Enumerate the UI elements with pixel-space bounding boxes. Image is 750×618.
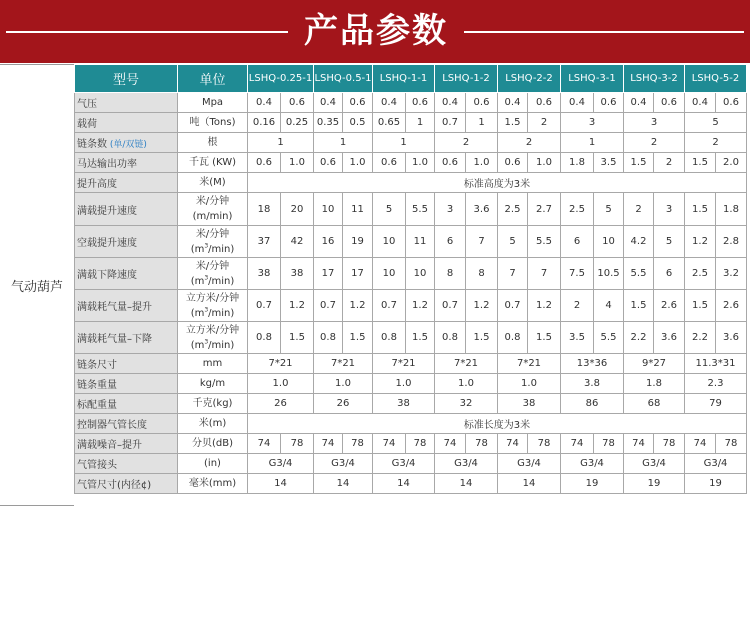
value-cell: 0.6 bbox=[435, 153, 466, 173]
value-cell: 0.6 bbox=[716, 93, 747, 113]
value-cell: 0.6 bbox=[498, 153, 528, 173]
table-row bbox=[75, 290, 747, 322]
table-row bbox=[75, 414, 747, 434]
row-name bbox=[75, 394, 178, 414]
value-cell: 7.5 bbox=[561, 258, 594, 290]
value-cell: 11.3*31 bbox=[685, 354, 747, 374]
value-cell: 1 bbox=[406, 113, 435, 133]
row-name-text: 空载提升速度 bbox=[77, 238, 137, 249]
row-value-full: 标准高度为3米 bbox=[248, 173, 747, 193]
value-cell: 1 bbox=[314, 133, 373, 153]
value-cell: 19 bbox=[624, 474, 685, 494]
value-cell: 1.5 bbox=[624, 153, 654, 173]
value-cell: 0.6 bbox=[373, 153, 406, 173]
value-cell: 1.8 bbox=[561, 153, 594, 173]
row-unit-line: $(m^3/\min)$ bbox=[190, 306, 235, 319]
row-name-text: 马达输出功率 bbox=[77, 159, 137, 170]
table-row bbox=[75, 173, 747, 193]
title-banner bbox=[0, 0, 750, 63]
row-name bbox=[75, 414, 178, 434]
value-cell: 0.8 bbox=[435, 322, 466, 354]
value-cell: 14 bbox=[373, 474, 435, 494]
row-unit bbox=[178, 290, 248, 322]
value-cell: G3/4 bbox=[373, 454, 435, 474]
value-cell: 1.0 bbox=[435, 374, 498, 394]
value-cell: 3.5 bbox=[561, 322, 594, 354]
table-row bbox=[75, 394, 747, 414]
row-unit-line: 立方米/分钟 bbox=[185, 292, 240, 304]
row-unit-line: $(m^3/\min)$ bbox=[190, 242, 235, 255]
value-cell: 2.5 bbox=[561, 193, 594, 226]
value-cell: 0.7 bbox=[314, 290, 343, 322]
value-cell: 2 bbox=[498, 133, 561, 153]
value-cell: 10 bbox=[406, 258, 435, 290]
value-cell: G3/4 bbox=[624, 454, 685, 474]
row-name bbox=[75, 93, 178, 113]
value-cell: 38 bbox=[373, 394, 435, 414]
value-cell: 0.6 bbox=[594, 93, 624, 113]
value-cell: 8 bbox=[466, 258, 498, 290]
value-cell: 1.0 bbox=[314, 374, 373, 394]
value-cell: 0.8 bbox=[373, 322, 406, 354]
row-unit bbox=[178, 322, 248, 354]
value-cell: 78 bbox=[654, 434, 685, 454]
value-cell: 7*21 bbox=[435, 354, 498, 374]
value-cell: 38 bbox=[281, 258, 314, 290]
value-cell: 1.0 bbox=[373, 374, 435, 394]
row-name-text: 链条重量 bbox=[77, 380, 117, 391]
value-cell: 0.4 bbox=[435, 93, 466, 113]
value-cell: 0.6 bbox=[248, 153, 281, 173]
table-row bbox=[75, 322, 747, 354]
row-name-text: 气压 bbox=[77, 99, 97, 110]
value-cell: 2.5 bbox=[685, 258, 716, 290]
header-model-3: LSHQ-1-1 bbox=[373, 65, 435, 93]
value-cell: 74 bbox=[685, 434, 716, 454]
value-cell: 0.4 bbox=[314, 93, 343, 113]
value-cell: 19 bbox=[561, 474, 624, 494]
row-name bbox=[75, 113, 178, 133]
value-cell: 78 bbox=[406, 434, 435, 454]
value-cell: 79 bbox=[685, 394, 747, 414]
value-cell: 68 bbox=[624, 394, 685, 414]
row-name-note: (单/双链) bbox=[107, 140, 147, 150]
value-cell: 7 bbox=[466, 226, 498, 258]
value-cell: 78 bbox=[343, 434, 373, 454]
value-cell: 5 bbox=[654, 226, 685, 258]
value-cell: 2.8 bbox=[716, 226, 747, 258]
value-cell: 0.4 bbox=[498, 93, 528, 113]
value-cell: 0.6 bbox=[406, 93, 435, 113]
value-cell: 1.5 bbox=[685, 193, 716, 226]
value-cell: 0.8 bbox=[314, 322, 343, 354]
row-name-text: 链条尺寸 bbox=[77, 360, 117, 371]
value-cell: 3.6 bbox=[716, 322, 747, 354]
value-cell: 6 bbox=[654, 258, 685, 290]
value-cell: G3/4 bbox=[314, 454, 373, 474]
row-unit: kg/m bbox=[178, 374, 248, 394]
value-cell: 2 bbox=[561, 290, 594, 322]
header-model-8: LSHQ-5-2 bbox=[685, 65, 747, 93]
value-cell: 2.7 bbox=[528, 193, 561, 226]
value-cell: 74 bbox=[561, 434, 594, 454]
row-unit: 毫米(mm) bbox=[178, 474, 248, 494]
table-row bbox=[75, 153, 747, 173]
value-cell: 32 bbox=[435, 394, 498, 414]
value-cell: 0.35 bbox=[314, 113, 343, 133]
row-unit: 千克(kg) bbox=[178, 394, 248, 414]
value-cell: 3 bbox=[654, 193, 685, 226]
value-cell: 5 bbox=[594, 193, 624, 226]
value-cell: 3.2 bbox=[716, 258, 747, 290]
row-unit-line: (m/min) bbox=[192, 211, 233, 222]
table-row bbox=[75, 374, 747, 394]
value-cell: 1.5 bbox=[528, 322, 561, 354]
value-cell: 16 bbox=[314, 226, 343, 258]
value-cell: 3.5 bbox=[594, 153, 624, 173]
row-unit-line: $(m^3/\min)$ bbox=[190, 274, 235, 287]
value-cell: 0.5 bbox=[343, 113, 373, 133]
value-cell: 19 bbox=[343, 226, 373, 258]
value-cell: 1 bbox=[561, 133, 624, 153]
value-cell: 78 bbox=[594, 434, 624, 454]
header-model-4: LSHQ-1-2 bbox=[435, 65, 498, 93]
row-name bbox=[75, 226, 178, 258]
row-unit bbox=[178, 258, 248, 290]
row-name-text: 载荷 bbox=[77, 119, 97, 130]
value-cell: 10 bbox=[373, 258, 406, 290]
value-cell: 6 bbox=[561, 226, 594, 258]
value-cell: 5.5 bbox=[594, 322, 624, 354]
value-cell: 0.7 bbox=[498, 290, 528, 322]
row-name bbox=[75, 434, 178, 454]
row-name-text: 满载提升速度 bbox=[77, 205, 137, 217]
value-cell: 7*21 bbox=[498, 354, 561, 374]
value-cell: 74 bbox=[435, 434, 466, 454]
value-cell: G3/4 bbox=[248, 454, 314, 474]
value-cell: 1.2 bbox=[466, 290, 498, 322]
value-cell: 18 bbox=[248, 193, 281, 226]
row-unit: Mpa bbox=[178, 93, 248, 113]
table-row bbox=[75, 93, 747, 113]
value-cell: 74 bbox=[314, 434, 343, 454]
table-row bbox=[75, 133, 747, 153]
value-cell: 0.8 bbox=[498, 322, 528, 354]
row-unit: 分贝(dB) bbox=[178, 434, 248, 454]
value-cell: 5.5 bbox=[406, 193, 435, 226]
value-cell: 0.7 bbox=[248, 290, 281, 322]
value-cell: 7*21 bbox=[314, 354, 373, 374]
value-cell: G3/4 bbox=[561, 454, 624, 474]
header-model-2: LSHQ-0.5-1 bbox=[314, 65, 373, 93]
table-row bbox=[75, 354, 747, 374]
value-cell: 13*36 bbox=[561, 354, 624, 374]
value-cell: 1.5 bbox=[466, 322, 498, 354]
value-cell: 2 bbox=[654, 153, 685, 173]
value-cell: 1.5 bbox=[343, 322, 373, 354]
table-row bbox=[75, 193, 747, 226]
value-cell: 14 bbox=[498, 474, 561, 494]
row-name bbox=[75, 374, 178, 394]
banner-line-left bbox=[6, 31, 288, 33]
table-row bbox=[75, 258, 747, 290]
row-name bbox=[75, 153, 178, 173]
table-header-row bbox=[75, 65, 747, 93]
table-row bbox=[75, 434, 747, 454]
row-value-full: 标准长度为3米 bbox=[248, 414, 747, 434]
value-cell: 0.4 bbox=[561, 93, 594, 113]
table-row bbox=[75, 474, 747, 494]
row-name-text: 控制器气管长度 bbox=[77, 420, 147, 431]
value-cell: 37 bbox=[248, 226, 281, 258]
value-cell: 5 bbox=[685, 113, 747, 133]
row-name bbox=[75, 173, 178, 193]
row-name-text: 提升高度 bbox=[77, 179, 117, 190]
value-cell: 26 bbox=[314, 394, 373, 414]
header-model-6: LSHQ-3-1 bbox=[561, 65, 624, 93]
value-cell: 4.2 bbox=[624, 226, 654, 258]
value-cell: 11 bbox=[406, 226, 435, 258]
header-model-7: LSHQ-3-2 bbox=[624, 65, 685, 93]
value-cell: 1 bbox=[248, 133, 314, 153]
value-cell: 78 bbox=[716, 434, 747, 454]
header-model-1: LSHQ-0.25-1 bbox=[248, 65, 314, 93]
value-cell: 3.6 bbox=[466, 193, 498, 226]
value-cell: 74 bbox=[624, 434, 654, 454]
value-cell: 10 bbox=[594, 226, 624, 258]
value-cell: 1.0 bbox=[248, 374, 314, 394]
spec-table bbox=[74, 64, 747, 494]
value-cell: 10 bbox=[373, 226, 406, 258]
value-cell: 2.0 bbox=[716, 153, 747, 173]
value-cell: 38 bbox=[248, 258, 281, 290]
row-unit: (in) bbox=[178, 454, 248, 474]
row-unit-line: 立方米/分钟 bbox=[185, 324, 240, 336]
value-cell: 1.5 bbox=[685, 153, 716, 173]
value-cell: 3.8 bbox=[561, 374, 624, 394]
value-cell: 0.6 bbox=[528, 93, 561, 113]
row-name-text: 链条数 bbox=[77, 139, 107, 150]
value-cell: 9*27 bbox=[624, 354, 685, 374]
row-unit-line: $(m^3/\min)$ bbox=[190, 338, 235, 351]
value-cell: 10 bbox=[314, 193, 343, 226]
value-cell: 3 bbox=[561, 113, 624, 133]
table-row bbox=[75, 454, 747, 474]
row-name-text: 标配重量 bbox=[77, 400, 117, 411]
row-name-text: 满载耗气量–提升 bbox=[77, 302, 152, 313]
value-cell: 1.5 bbox=[498, 113, 528, 133]
header-model-label: 型号 bbox=[75, 65, 178, 93]
value-cell: 0.7 bbox=[435, 290, 466, 322]
row-name bbox=[75, 454, 178, 474]
value-cell: 1.2 bbox=[281, 290, 314, 322]
value-cell: 10.5 bbox=[594, 258, 624, 290]
header-model-5: LSHQ-2-2 bbox=[498, 65, 561, 93]
value-cell: 7 bbox=[498, 258, 528, 290]
value-cell: 1.0 bbox=[406, 153, 435, 173]
row-unit: 吨（Tons) bbox=[178, 113, 248, 133]
row-unit: 根 bbox=[178, 133, 248, 153]
value-cell: 74 bbox=[373, 434, 406, 454]
value-cell: 0.25 bbox=[281, 113, 314, 133]
value-cell: 78 bbox=[281, 434, 314, 454]
row-name-text: 满载耗气量–下降 bbox=[77, 334, 152, 345]
value-cell: 2 bbox=[624, 193, 654, 226]
value-cell: 11 bbox=[343, 193, 373, 226]
value-cell: 1.0 bbox=[281, 153, 314, 173]
value-cell: 2.2 bbox=[685, 322, 716, 354]
value-cell: 3 bbox=[435, 193, 466, 226]
value-cell: 78 bbox=[528, 434, 561, 454]
value-cell: 20 bbox=[281, 193, 314, 226]
value-cell: 78 bbox=[466, 434, 498, 454]
value-cell: 7 bbox=[528, 258, 561, 290]
value-cell: 0.4 bbox=[373, 93, 406, 113]
row-unit-line: 米/分钟 bbox=[195, 196, 230, 207]
value-cell: 1.5 bbox=[406, 322, 435, 354]
value-cell: 5 bbox=[498, 226, 528, 258]
value-cell: 1.0 bbox=[498, 374, 561, 394]
value-cell: 14 bbox=[248, 474, 314, 494]
value-cell: 0.8 bbox=[248, 322, 281, 354]
banner-line-right bbox=[464, 31, 744, 33]
value-cell: 0.6 bbox=[314, 153, 343, 173]
row-unit-line: 米/分钟 bbox=[195, 260, 230, 272]
row-name-text: 满载噪音–提升 bbox=[77, 440, 142, 451]
row-unit: mm bbox=[178, 354, 248, 374]
value-cell: 1.8 bbox=[624, 374, 685, 394]
value-cell: 19 bbox=[685, 474, 747, 494]
value-cell: 0.7 bbox=[435, 113, 466, 133]
value-cell: 0.6 bbox=[281, 93, 314, 113]
row-name-text: 气管尺寸(内径¢) bbox=[77, 480, 152, 491]
value-cell: 1.2 bbox=[685, 226, 716, 258]
table-row bbox=[75, 113, 747, 133]
value-cell: 26 bbox=[248, 394, 314, 414]
row-name-text: 满载下降速度 bbox=[77, 270, 137, 281]
value-cell: 5 bbox=[373, 193, 406, 226]
value-cell: 14 bbox=[435, 474, 498, 494]
value-cell: 2 bbox=[528, 113, 561, 133]
value-cell: 2 bbox=[685, 133, 747, 153]
value-cell: G3/4 bbox=[498, 454, 561, 474]
row-unit: 米(M) bbox=[178, 173, 248, 193]
value-cell: 74 bbox=[498, 434, 528, 454]
value-cell: 1.2 bbox=[528, 290, 561, 322]
row-unit: 米(m) bbox=[178, 414, 248, 434]
value-cell: 1.2 bbox=[406, 290, 435, 322]
value-cell: 0.6 bbox=[343, 93, 373, 113]
value-cell: 86 bbox=[561, 394, 624, 414]
value-cell: 2.6 bbox=[716, 290, 747, 322]
value-cell: 3 bbox=[624, 113, 685, 133]
row-unit-line: 米/分钟 bbox=[195, 228, 230, 240]
value-cell: 1.2 bbox=[343, 290, 373, 322]
value-cell: G3/4 bbox=[685, 454, 747, 474]
value-cell: 1.0 bbox=[528, 153, 561, 173]
value-cell: 4 bbox=[594, 290, 624, 322]
value-cell: 17 bbox=[343, 258, 373, 290]
category-label: 气动葫芦 bbox=[0, 64, 74, 506]
value-cell: 0.6 bbox=[654, 93, 685, 113]
value-cell: 1.5 bbox=[624, 290, 654, 322]
row-unit bbox=[178, 226, 248, 258]
value-cell: G3/4 bbox=[435, 454, 498, 474]
value-cell: 14 bbox=[314, 474, 373, 494]
value-cell: 1.0 bbox=[343, 153, 373, 173]
value-cell: 8 bbox=[435, 258, 466, 290]
value-cell: 0.4 bbox=[248, 93, 281, 113]
value-cell: 17 bbox=[314, 258, 343, 290]
value-cell: 0.7 bbox=[373, 290, 406, 322]
value-cell: 1.8 bbox=[716, 193, 747, 226]
value-cell: 42 bbox=[281, 226, 314, 258]
row-name-text: 气管接头 bbox=[77, 460, 117, 471]
value-cell: 2.3 bbox=[685, 374, 747, 394]
value-cell: 1 bbox=[466, 113, 498, 133]
value-cell: 1 bbox=[373, 133, 435, 153]
page-title: 产品参数 bbox=[304, 11, 448, 51]
row-name bbox=[75, 354, 178, 374]
row-name bbox=[75, 133, 178, 153]
value-cell: 5.5 bbox=[624, 258, 654, 290]
row-unit bbox=[178, 193, 248, 226]
value-cell: 2.6 bbox=[654, 290, 685, 322]
value-cell: 2.5 bbox=[498, 193, 528, 226]
value-cell: 1.5 bbox=[685, 290, 716, 322]
value-cell: 7*21 bbox=[248, 354, 314, 374]
table-row bbox=[75, 226, 747, 258]
value-cell: 1.5 bbox=[281, 322, 314, 354]
row-name bbox=[75, 290, 178, 322]
row-unit: 千瓦 (KW) bbox=[178, 153, 248, 173]
value-cell: 0.16 bbox=[248, 113, 281, 133]
value-cell: 7*21 bbox=[373, 354, 435, 374]
header-unit-label: 单位 bbox=[178, 65, 248, 93]
value-cell: 5.5 bbox=[528, 226, 561, 258]
value-cell: 2 bbox=[624, 133, 685, 153]
row-name bbox=[75, 322, 178, 354]
value-cell: 0.6 bbox=[466, 93, 498, 113]
value-cell: 38 bbox=[498, 394, 561, 414]
row-name bbox=[75, 258, 178, 290]
value-cell: 74 bbox=[248, 434, 281, 454]
row-name bbox=[75, 193, 178, 226]
row-name bbox=[75, 474, 178, 494]
value-cell: 0.4 bbox=[624, 93, 654, 113]
value-cell: 0.65 bbox=[373, 113, 406, 133]
value-cell: 2.2 bbox=[624, 322, 654, 354]
value-cell: 0.4 bbox=[685, 93, 716, 113]
value-cell: 1.0 bbox=[466, 153, 498, 173]
value-cell: 3.6 bbox=[654, 322, 685, 354]
value-cell: 2 bbox=[435, 133, 498, 153]
value-cell: 6 bbox=[435, 226, 466, 258]
